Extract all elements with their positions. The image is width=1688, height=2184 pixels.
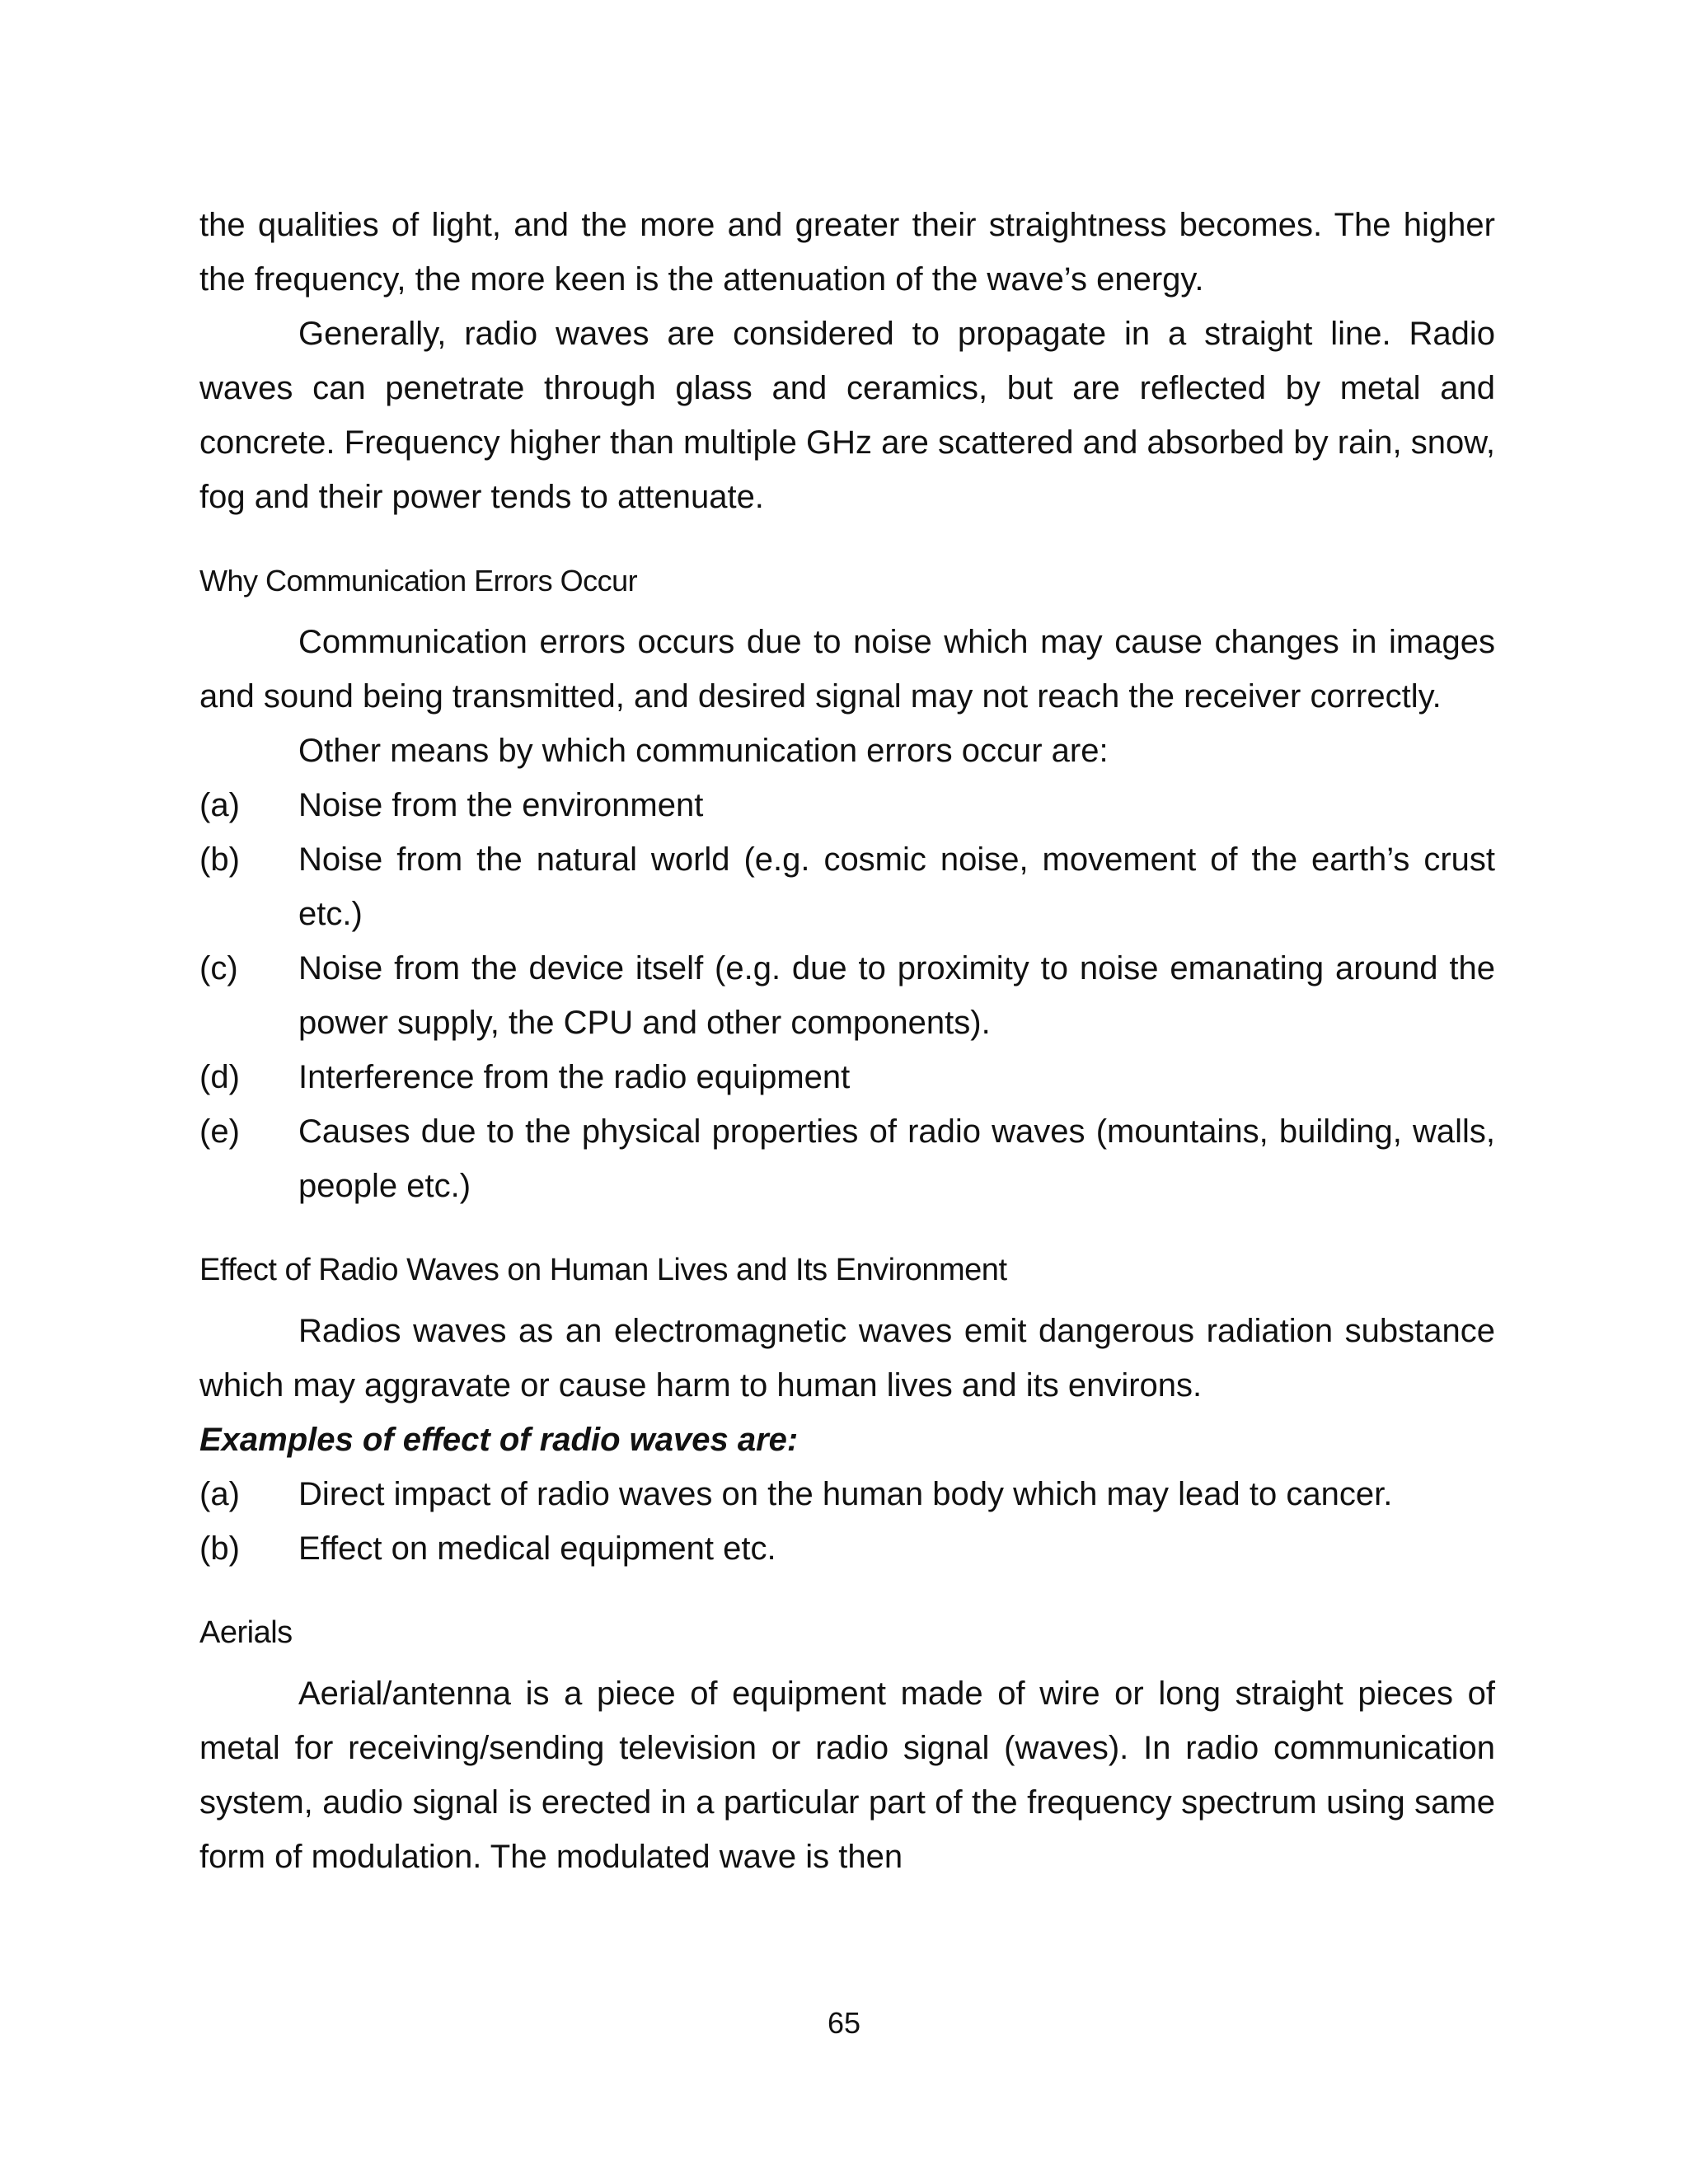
list-item-text: Interference from the radio equipment: [298, 1059, 851, 1095]
list-marker: (d): [199, 1059, 240, 1095]
list-marker: (b): [199, 1530, 240, 1567]
errors-paragraph-1: Communication errors occurs due to noise which may cause changes in images and sound being transmitted, and desired signal may not reach the receiver correctly.: [199, 624, 1495, 715]
section-heading-aerials: Aerials: [199, 1615, 293, 1650]
list-item: [199, 1467, 1495, 1521]
list-item: [199, 1050, 1495, 1104]
list-item-text: Effect on medical equipment etc.: [298, 1530, 776, 1567]
section-heading-errors: Why Communication Errors Occur: [199, 564, 638, 598]
effects-paragraph-1: Radios waves as an electromagnetic waves emit dangerous radiation substance which may aggravate or cause harm to human lives and its environs.: [199, 1313, 1495, 1404]
errors-list: [199, 778, 1495, 1213]
list-item-text: Noise from the device itself (e.g. due to proximity to noise emanating around the power supply, the CPU and other components).: [298, 950, 1495, 1041]
list-item: [199, 778, 1495, 832]
list-item: [199, 941, 1495, 1050]
intro-paragraph-1: the qualities of light, and the more and greater their straightness becomes. The higher the frequency, the more keen is the attenuation of the wave’s energy.: [199, 207, 1495, 298]
list-item-text: Noise from the natural world (e.g. cosmic noise, movement of the earth’s crust etc.): [298, 841, 1495, 932]
section-heading-effects: Effect of Radio Waves on Human Lives and Its Environment: [199, 1253, 1007, 1287]
list-marker: (a): [199, 787, 240, 823]
list-item-text: Direct impact of radio waves on the human body which may lead to cancer.: [298, 1476, 1393, 1512]
effects-list: [199, 1467, 1495, 1576]
errors-paragraph-2: Other means by which communication errors occur are:: [298, 733, 1109, 769]
list-item: [199, 1521, 1495, 1576]
examples-label: Examples of effect of radio waves are:: [199, 1422, 799, 1458]
intro-paragraph-2: Generally, radio waves are considered to propagate in a straight line. Radio waves can penetrate through glass and ceramics, but are reflected by metal and concrete. Frequency higher than multiple GHz are scattered and absorbed by rain, snow, fog and their power tends to attenuate.: [199, 316, 1495, 515]
list-item-text: Noise from the environment: [298, 787, 704, 823]
list-item: [199, 1104, 1495, 1213]
page-number: 65: [827, 2006, 861, 2040]
list-item-text: Causes due to the physical properties of radio waves (mountains, building, walls, people etc.): [298, 1113, 1495, 1204]
list-marker: (c): [199, 950, 238, 987]
list-marker: (e): [199, 1113, 240, 1150]
aerials-paragraph-1: Aerial/antenna is a piece of equipment made of wire or long straight pieces of metal for receiving/sending television or radio signal (waves). In radio communication system, audio signal is erected in a particular part of the frequency spectrum using same form of modulation. The modulated wave is then: [199, 1675, 1495, 1875]
list-marker: (a): [199, 1476, 240, 1512]
list-marker: (b): [199, 841, 240, 878]
page-body: [199, 198, 1495, 1884]
list-item: [199, 832, 1495, 941]
